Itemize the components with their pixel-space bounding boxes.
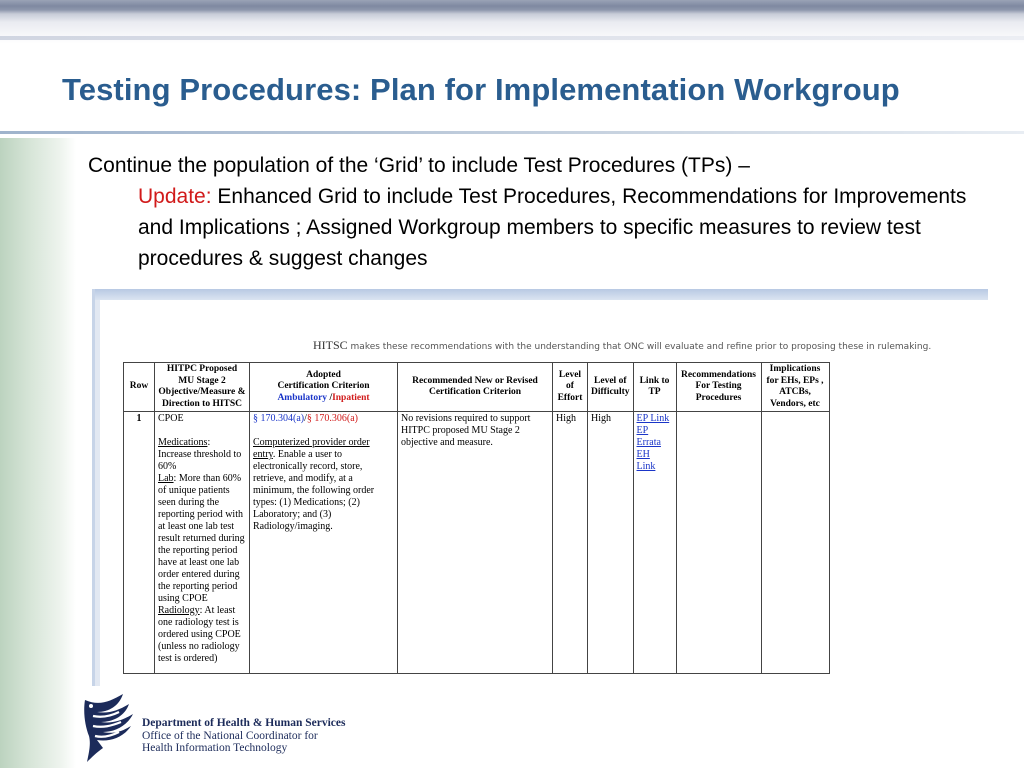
table-row xyxy=(124,412,830,674)
table-header-row xyxy=(124,363,830,412)
ep-link[interactable]: EP Link xyxy=(636,413,670,424)
col-header-effort: Level of Effort xyxy=(553,363,588,412)
ep-errata-link-2[interactable]: Errata xyxy=(636,437,661,448)
body-line-2: Enhanced Grid to include Test Procedures, Recommendations for Improvements and Implications ; Assigned Workgroup members to specific measures to review test procedures & suggest changes xyxy=(138,185,967,270)
hhs-line2: Office of the National Coordinator for xyxy=(142,729,318,742)
adopted-ambulatory: Ambulatory xyxy=(277,392,328,403)
recommendation-grid xyxy=(123,362,830,674)
update-label: Update: xyxy=(138,185,212,208)
grid-preface xyxy=(313,338,931,353)
inpatient-ref: § 170.306(a) xyxy=(306,413,358,424)
link-cell xyxy=(633,412,676,674)
cpoe-text: . Enable a user to electronically record, store, retrieve, and modify, at a minimum, the following order types: (1) Medications; (2) Laboratory; and (3) Radiology/imaging. xyxy=(253,449,375,532)
title-divider xyxy=(0,131,1024,134)
slide-title: Testing Procedures: Plan for Implementation Workgroup xyxy=(62,72,900,107)
adopted-line1: Adopted xyxy=(306,369,341,380)
hhs-line1: Department of Health & Human Services xyxy=(142,717,346,729)
preface-bold: HITSC xyxy=(313,338,348,352)
hhs-eagle-icon xyxy=(79,692,141,764)
col-header-adopted xyxy=(250,363,398,412)
header-band xyxy=(0,0,1024,58)
col-header-recommendations: Recommendations For Testing Procedures xyxy=(676,363,761,412)
difficulty-cell: High xyxy=(588,412,634,674)
hhs-line3: Health Information Technology xyxy=(142,742,288,754)
slide-body xyxy=(88,150,968,274)
col-header-row: Row xyxy=(124,363,155,412)
objective-cell xyxy=(155,412,250,674)
bullet-paragraph xyxy=(88,150,968,274)
body-line-1: Continue the population of the ‘Grid’ to include Test Procedures (TPs) – xyxy=(88,154,750,177)
hhs-footer-logo xyxy=(77,690,346,766)
col-header-difficulty: Level of Difficulty xyxy=(588,363,634,412)
ep-errata-link-1[interactable]: EP xyxy=(636,425,649,436)
adopted-inpatient: Inpatient xyxy=(332,392,370,403)
cpoe-title: Computerized provider order entry xyxy=(253,437,370,460)
medications-text: : Increase threshold to 60% xyxy=(158,437,242,472)
eh-link-1[interactable]: EH xyxy=(636,449,650,460)
adopted-separator: / xyxy=(327,392,333,403)
adopted-cell xyxy=(250,412,398,674)
col-header-recommended: Recommended New or Revised Certification Criterion xyxy=(398,363,553,412)
lab-label: Lab xyxy=(158,473,174,484)
col-header-link: Link to TP xyxy=(633,363,676,412)
col-header-objective: HITPC Proposed MU Stage 2 Objective/Measure & Direction to HITSC xyxy=(155,363,250,412)
eh-link-2[interactable]: Link xyxy=(636,461,656,472)
objective-title: CPOE xyxy=(158,413,184,424)
effort-cell: High xyxy=(553,412,588,674)
left-decorative-strip xyxy=(0,138,76,768)
grid-screenshot xyxy=(92,289,988,686)
col-header-implications: Implications for EHs, EPs , ATCBs, Vendors, etc xyxy=(761,363,829,412)
adopted-line2: Certification Criterion xyxy=(277,381,370,392)
preface-text: makes these recommendations with the understanding that ONC will evaluate and refine prior to proposing these in rulemaking. xyxy=(347,342,932,352)
row-number: 1 xyxy=(124,412,155,674)
window-frame-left xyxy=(95,300,100,686)
recommended-cell: No revisions required to support HITPC proposed MU Stage 2 objective and measure. xyxy=(398,412,553,674)
radiology-text: : At least one radiology test is ordered using CPOE (unless no radiology test is ordered) xyxy=(158,605,241,664)
lab-text: : More than 60% of unique patients seen during the reporting period with at least one lab test result returned during the reporting period have at least one lab order entered during the reporting period using CPOE xyxy=(158,473,245,604)
ref-separator: / xyxy=(304,413,307,424)
hhs-text xyxy=(142,717,345,755)
recommendations-cell xyxy=(676,412,761,674)
medications-label: Medications xyxy=(158,437,208,448)
ambulatory-ref: § 170.304(a) xyxy=(253,413,305,424)
radiology-label: Radiology xyxy=(158,605,200,616)
implications-cell xyxy=(761,412,829,674)
window-frame-top xyxy=(95,289,988,300)
